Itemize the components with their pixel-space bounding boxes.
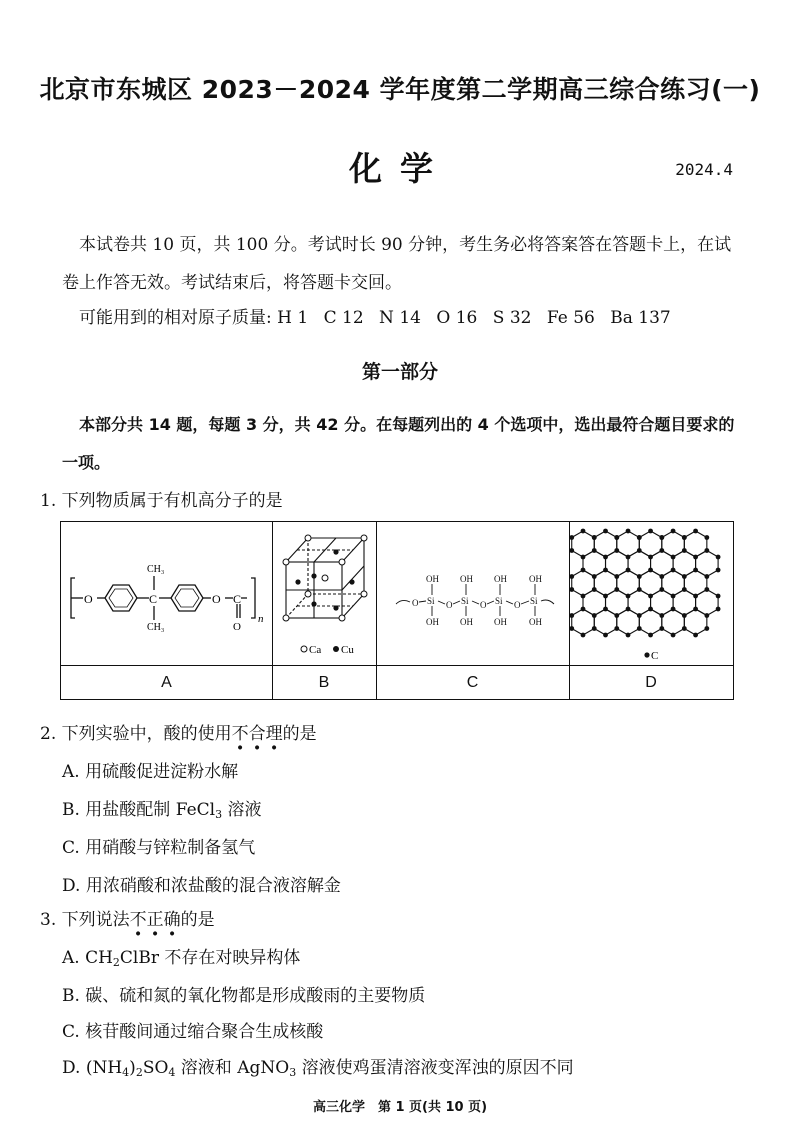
hexagon-ring	[617, 531, 640, 557]
carbon-atom	[626, 633, 631, 638]
carbon-atom	[659, 535, 664, 540]
hexagon-ring	[662, 531, 685, 557]
carbon-atom	[648, 568, 653, 573]
q3-emph-2: 正	[146, 910, 164, 930]
carbon-atom	[569, 587, 574, 592]
carbon-atom	[716, 555, 721, 560]
figb-legend-cu: Cu	[341, 644, 354, 656]
carbon-atom	[603, 594, 608, 599]
hexagon-ring	[617, 570, 640, 596]
carbon-atom	[569, 548, 574, 553]
part-one-description	[62, 406, 742, 482]
carbon-atom	[682, 613, 687, 618]
q3-option-d-pre: D. (NH	[62, 1058, 123, 1078]
carbon-atom	[659, 613, 664, 618]
hexagon-ring	[673, 551, 696, 577]
carbon-atom	[682, 626, 687, 631]
svg-text:O: O	[514, 600, 521, 610]
figa-ch3-top: CH₃	[147, 564, 165, 575]
question-3-stem	[40, 905, 215, 930]
atomic-masses	[79, 303, 681, 328]
q3-option-a-pre: A. CH	[62, 948, 113, 968]
q3-option-d-sub1: 4	[122, 1066, 130, 1079]
option-d-figure	[569, 522, 733, 665]
carbon-atom	[592, 626, 597, 631]
carbon-atom	[592, 548, 597, 553]
carbon-atom	[592, 535, 597, 540]
carbon-atom	[614, 574, 619, 579]
carbon-atom	[693, 607, 698, 612]
q3-option-d-sub2: 2	[135, 1066, 143, 1079]
carbon-atom	[626, 555, 631, 560]
svg-text:Si: Si	[530, 596, 538, 606]
q3-option-a-post: ClBr 不存在对映异构体	[119, 948, 301, 968]
carbon-atom	[716, 568, 721, 573]
carbon-atom	[693, 529, 698, 534]
hexagon-ring	[594, 570, 617, 596]
q3-option-d-sub3: 4	[168, 1066, 176, 1079]
figd-legend-c: C	[651, 650, 659, 662]
q3-emph-1: 不	[129, 910, 147, 930]
hexagon-ring	[651, 590, 674, 616]
q2-option-b-pre: B. 用盐酸配制 FeCl	[62, 800, 216, 820]
carbon-atom	[637, 587, 642, 592]
q2-emph-1: 不	[231, 724, 249, 744]
carbon-atom	[704, 626, 709, 631]
carbon-atom	[682, 535, 687, 540]
figa-ch3-bottom: CH₃	[147, 622, 165, 633]
carbon-atom	[592, 613, 597, 618]
carbon-atom	[693, 568, 698, 573]
figa-o2: O	[212, 592, 221, 606]
q3-emph-3: 确	[163, 910, 181, 930]
hexagon-ring	[696, 551, 719, 577]
hexagon-ring	[606, 590, 629, 616]
svg-text:O: O	[446, 600, 453, 610]
mass-s: S 32	[492, 308, 532, 328]
option-c-figure	[376, 522, 570, 665]
carbon-atom	[581, 607, 586, 612]
q2-option-a: A. 用硫酸促进淀粉水解	[62, 762, 239, 782]
hexagon-ring	[639, 570, 662, 596]
svg-text:O: O	[412, 598, 419, 608]
carbon-atom	[637, 626, 642, 631]
hexagon-ring	[684, 609, 707, 635]
figa-c2: C	[233, 592, 242, 606]
hexagon-ring	[628, 590, 651, 616]
question-2-stem	[40, 719, 317, 744]
q3-option-c: C. 核苷酸间通过缩合聚合生成核酸	[62, 1022, 324, 1042]
carbon-atom	[693, 594, 698, 599]
graphene-lattice	[569, 522, 733, 665]
hexagon-ring	[594, 609, 617, 635]
carbon-atom	[581, 594, 586, 599]
q2-option-b-sub: 3	[215, 808, 223, 821]
hexagon-ring	[572, 531, 595, 557]
atomic-masses-label: 可能用到的相对原子质量:	[79, 308, 272, 328]
carbon-atom	[626, 529, 631, 534]
svg-text:Si: Si	[427, 596, 435, 606]
question-1-stem: 1. 下列物质属于有机高分子的是	[40, 491, 283, 511]
carbon-atom	[671, 594, 676, 599]
mass-ba: Ba 137	[610, 308, 671, 328]
mass-c: C 12	[323, 308, 364, 328]
carbon-atom	[581, 555, 586, 560]
q2-option-b-post: 溶液	[222, 800, 262, 820]
crystal-cell-diagram	[272, 522, 376, 665]
carbon-atom	[716, 594, 721, 599]
carbon-atom	[592, 587, 597, 592]
carbon-atom	[682, 574, 687, 579]
q2-option-c: C. 用硝酸与锌粒制备氢气	[62, 838, 256, 858]
svg-text:OH: OH	[460, 574, 473, 584]
q3-option-d-sub4: 3	[289, 1066, 297, 1079]
carbon-atom	[614, 587, 619, 592]
carbon-atom	[671, 555, 676, 560]
mass-o: O 16	[436, 308, 478, 328]
hexagon-ring	[662, 609, 685, 635]
carbon-atom	[581, 633, 586, 638]
carbon-atom	[603, 555, 608, 560]
carbon-atom	[671, 633, 676, 638]
option-label-b: B	[272, 666, 377, 700]
q3-option-d-post: 溶液使鸡蛋清溶液变浑浊的原因不同	[296, 1058, 574, 1078]
mass-h: H 1	[277, 308, 309, 328]
mass-n: N 14	[379, 308, 421, 328]
carbon-atom	[603, 529, 608, 534]
figb-legend-ca: Ca	[309, 644, 322, 656]
carbon-atom	[659, 574, 664, 579]
carbon-atom	[592, 574, 597, 579]
silicic-acid-chain	[376, 522, 569, 665]
carbon-atom	[569, 626, 574, 631]
exam-instructions: 本试卷共 10 页，共 100 分。考试时长 90 分钟，考生务必将答案答在答题卡上，在试卷上作答无效。考试结束后，将答题卡交回。	[62, 235, 732, 293]
svg-text:Si: Si	[495, 596, 503, 606]
hexagon-ring	[617, 609, 640, 635]
carbon-atom	[569, 613, 574, 618]
hexagon-ring	[684, 570, 707, 596]
svg-text:OH: OH	[426, 574, 439, 584]
option-label-d: D	[645, 674, 657, 691]
option-b-figure	[272, 522, 377, 665]
carbon-atom	[704, 613, 709, 618]
carbon-atom	[704, 587, 709, 592]
carbon-atom	[603, 633, 608, 638]
svg-text:OH: OH	[494, 574, 507, 584]
part-one-desc-text: 本部分共 14 题，每题 3 分，共 42 分。在每题列出的 4 个选项中，选出最符合题目要求的一项。	[62, 415, 735, 472]
carbon-atom	[671, 568, 676, 573]
svg-text:OH: OH	[529, 574, 542, 584]
carbon-atom	[693, 555, 698, 560]
carbon-atom	[626, 568, 631, 573]
hexagon-ring	[696, 590, 719, 616]
carbon-atom	[671, 607, 676, 612]
carbon-atom	[682, 587, 687, 592]
exam-date: 2024.4	[675, 160, 733, 179]
figa-c: C	[149, 592, 158, 606]
option-labels-row	[61, 665, 733, 700]
q3-stem-post: 的是	[180, 910, 215, 930]
carbon-atom	[626, 594, 631, 599]
carbon-atom	[659, 587, 664, 592]
svg-text:OH: OH	[426, 617, 439, 627]
figa-o-bottom: O	[233, 621, 241, 633]
exam-title: 北京市东城区 2023－2024 学年度第二学期高三综合练习(一)	[39, 75, 761, 104]
hexagon-ring	[594, 531, 617, 557]
q3-option-b: B. 碳、硫和氮的氧化物都是形成酸雨的主要物质	[62, 986, 426, 1006]
q3-option-d-mid2: SO	[142, 1058, 169, 1078]
q3-option-d-mid1: )	[129, 1058, 136, 1078]
hexagon-ring	[606, 551, 629, 577]
option-a-figure	[61, 522, 273, 665]
carbon-atom	[648, 555, 653, 560]
svg-text:Si: Si	[461, 596, 469, 606]
hexagon-ring	[572, 609, 595, 635]
polycarbonate-structure	[61, 522, 272, 665]
carbon-atom	[637, 613, 642, 618]
q2-option-b	[62, 795, 261, 821]
carbon-atom	[671, 529, 676, 534]
carbon-atom	[614, 626, 619, 631]
svg-text:OH: OH	[529, 617, 542, 627]
hexagon-ring	[639, 531, 662, 557]
q3-option-a	[62, 943, 300, 969]
svg-text:OH: OH	[494, 617, 507, 627]
carbon-atom	[659, 548, 664, 553]
carbon-atom	[648, 633, 653, 638]
hexagon-ring	[583, 590, 606, 616]
question-1-option-table	[60, 521, 734, 700]
q3-stem-pre: 3. 下列说法	[40, 910, 130, 930]
q2-stem-pre: 2. 下列实验中，酸的使用	[40, 724, 232, 744]
q2-stem-post: 的是	[282, 724, 317, 744]
carbon-atom	[659, 626, 664, 631]
carbon-atom	[626, 607, 631, 612]
q2-emph-2: 合	[248, 724, 266, 744]
carbon-atom	[648, 529, 653, 534]
carbon-atom	[614, 535, 619, 540]
svg-text:OH: OH	[460, 617, 473, 627]
hexagon-ring	[639, 609, 662, 635]
q2-option-d: D. 用浓硝酸和浓盐酸的混合液溶解金	[62, 876, 341, 896]
option-label-c: C	[376, 666, 570, 700]
carbon-atom	[603, 568, 608, 573]
q3-option-d-mid3: 溶液和 AgNO	[175, 1058, 290, 1078]
carbon-atom	[716, 607, 721, 612]
carbon-atom	[693, 633, 698, 638]
page-footer: 高三化学 第 1 页(共 10 页)	[312, 1100, 488, 1115]
hexagon-ring	[651, 551, 674, 577]
carbon-atom	[614, 613, 619, 618]
carbon-atom	[581, 568, 586, 573]
q3-option-a-sub: 2	[112, 956, 120, 969]
carbon-atom	[637, 548, 642, 553]
svg-text:O: O	[480, 600, 487, 610]
q3-option-d	[62, 1053, 574, 1079]
hexagon-ring	[628, 551, 651, 577]
carbon-atom	[569, 535, 574, 540]
subject-title: 化学	[349, 149, 451, 188]
carbon-atom	[682, 548, 687, 553]
carbon-atom	[581, 529, 586, 534]
q2-emph-3: 理	[265, 724, 283, 744]
carbon-atom	[648, 594, 653, 599]
figa-n: n	[258, 613, 264, 625]
hexagon-ring	[662, 570, 685, 596]
hexagon-ring	[572, 570, 595, 596]
part-one-title: 第一部分	[361, 361, 438, 383]
hexagon-ring	[583, 551, 606, 577]
carbon-atom	[569, 574, 574, 579]
carbon-atom	[704, 574, 709, 579]
hexagon-ring	[684, 531, 707, 557]
option-label-a: A	[61, 666, 273, 700]
carbon-atom	[603, 607, 608, 612]
carbon-atom	[637, 574, 642, 579]
figa-o1: O	[84, 592, 93, 606]
mass-fe: Fe 56	[546, 308, 595, 328]
carbon-atom	[614, 548, 619, 553]
carbon-atom	[704, 535, 709, 540]
carbon-atom	[704, 548, 709, 553]
carbon-atom	[637, 535, 642, 540]
carbon-atom	[648, 607, 653, 612]
hexagon-ring	[673, 590, 696, 616]
